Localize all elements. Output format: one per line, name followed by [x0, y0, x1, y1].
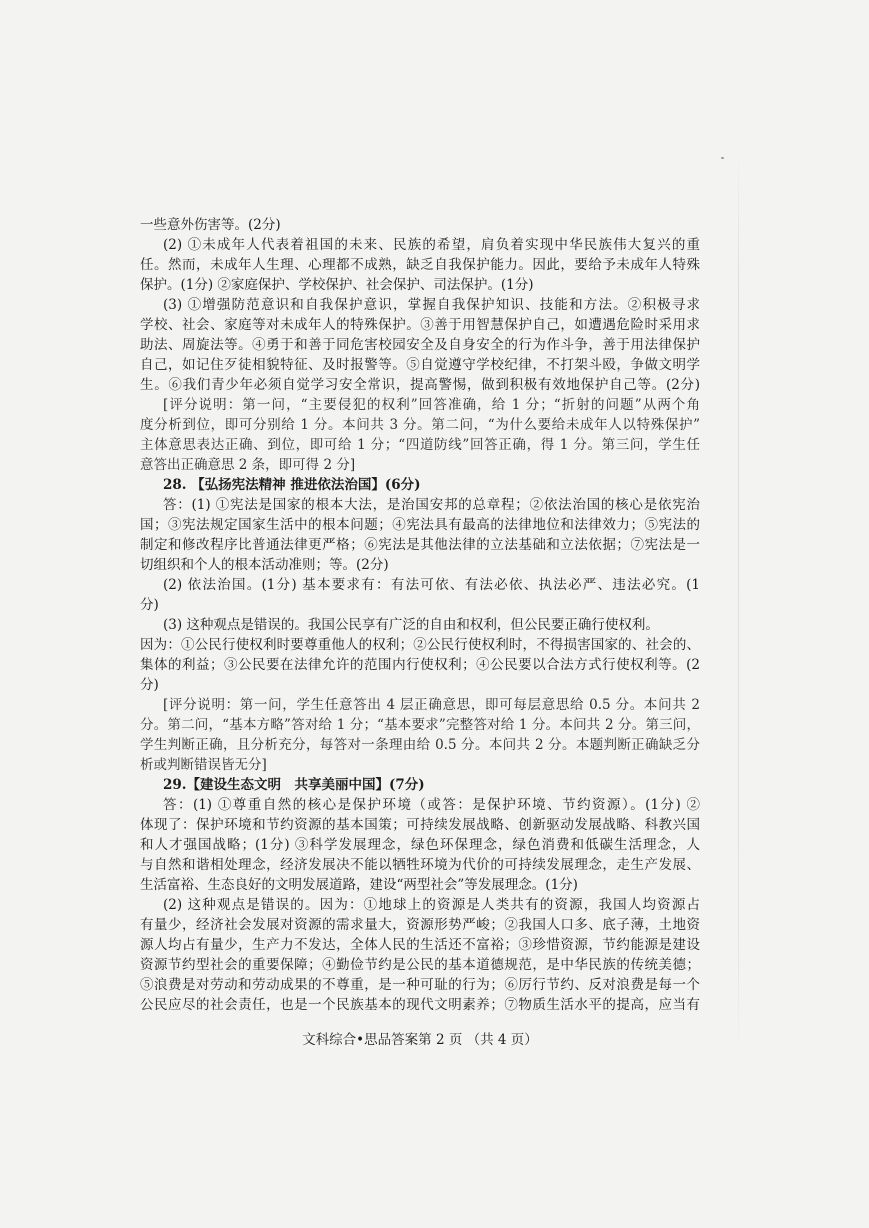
- q28-scoring-note-line: 分。第二问，“基本方略”答对给 1 分；“基本要求”完整答对给 1 分。本问共 2 分。第三问，: [140, 717, 700, 733]
- q29-part2-line: ⑤浪费是对劳动和劳动成果的不尊重，是一种可耻的行为；⑥厉行节约、反对浪费是每一个: [140, 977, 700, 993]
- q28-part3-line: 集体的利益；③公民要在法律允许的范围内行使权利；④公民要以合法方式行使权利等。(2: [140, 657, 700, 673]
- q29-part2-line: 有量少，经济社会发展对资源的需求量大，资源形势严峻；②我国人口多、底子薄，土地资: [140, 917, 700, 933]
- q28-part2-line: (2) 依法治国。(1分) 基本要求有：有法可依、有法必依、执法必严、违法必究。(1: [163, 577, 700, 593]
- q27-part3-line: 生。⑥我们青少年必须自觉学习安全常识，提高警惕，做到积极有效地保护自己等。(2分): [140, 377, 700, 393]
- q29-part2-line: 资源节约型社会的重要保障；④勤俭节约是公民的基本道德规范，是中华民族的传统美德；: [140, 957, 700, 973]
- q29-part1-line: 和人才强国战略；(1分) ③科学发展理念，绿色环保理念，绿色消费和低碳生活理念，人: [140, 837, 700, 853]
- q28-part3-line: 因为：①公民行使权利时要尊重他人的权利；②公民行使权利时，不得损害国家的、社会的、: [140, 637, 700, 653]
- q28-part1-line: 答：(1) ①宪法是国家的根本大法，是治国安邦的总章程；②依法治国的核心是依宪治: [163, 497, 700, 513]
- q28-part3-line: 分): [140, 677, 159, 693]
- q27-scoring-note-line: 意答出正确意思 2 条，即可得 2 分]: [140, 457, 356, 473]
- q29-part2-line: 源人均占有量少，生产力不发达，全体人民的生活还不富裕；③珍惜资源，节约能源是建设: [140, 937, 700, 953]
- q28-part3-line: (3) 这种观点是错误的。我国公民享有广泛的自由和权利，但公民要正确行使权利。: [163, 617, 659, 633]
- q28-part2-line: 分): [140, 597, 159, 613]
- q27-part3-line: 自己，如记住歹徒相貌特征、及时报警等。⑤自觉遵守学校纪律，不打架斗殴，争做文明学: [140, 357, 700, 373]
- q28-scoring-note-line: 学生判断正确，且分析充分，每答对一条理由给 0.5 分。本问共 2 分。本题判断正确缺乏分: [140, 737, 700, 753]
- q28-part1-line: 国；③宪法规定国家生活中的根本问题；④宪法具有最高的法律地位和法律效力；⑤宪法的: [140, 517, 700, 533]
- q27-tail-line: 一些意外伤害等。(2分): [140, 217, 281, 233]
- scan-edge-line: [738, 150, 739, 1060]
- q27-part3-line: (3) ①增强防范意识和自我保护意识，掌握自我保护知识、技能和方法。②积极寻求: [163, 297, 700, 313]
- q27-part2-line: (2) ①未成年人代表着祖国的未来、民族的希望，肩负着实现中华民族伟大复兴的重: [163, 237, 700, 253]
- q27-part2-line: 任。然而，未成年人生理、心理都不成熟，缺乏自我保护能力。因此，要给予未成年人特殊: [140, 257, 700, 273]
- q27-scoring-note-line: [评分说明：第一问，“主要侵犯的权利”回答准确，给 1 分；“折射的问题”从两个角: [163, 397, 700, 413]
- q28-part1-line: 切组织和个人的根本活动准则；等。(2分): [140, 557, 389, 573]
- page-footer: 文科综合•思品答案第 2 页 （共 4 页）: [302, 1032, 538, 1048]
- q27-part3-line: 助法、周旋法等。④勇于和善于同危害校园安全及自身安全的行为作斗争，善于用法律保护: [140, 337, 700, 353]
- q29-part2-line: 公民应尽的社会责任，也是一个民族基本的现代文明素养；⑦物质生活水平的提高，应当有: [140, 997, 700, 1013]
- q29-part1-line: 答：(1) ①尊重自然的核心是保护环境（或答：是保护环境、节约资源）。(1分) ②: [163, 797, 700, 813]
- scan-speck: [721, 157, 724, 159]
- q29-heading: 29.【建设生态文明 共享美丽中国】(7分): [163, 777, 425, 793]
- q27-part3-line: 学校、社会、家庭等对未成年人的特殊保护。③善于用智慧保护自己，如遭遇危险时采用求: [140, 317, 700, 333]
- q28-part1-line: 制定和修改程序比普通法律更严格；⑥宪法是其他法律的立法基础和立法依据；⑦宪法是一: [140, 537, 700, 553]
- q27-part2-line: 保护。(1分) ②家庭保护、学校保护、社会保护、司法保护。(1分): [140, 277, 534, 293]
- q28-scoring-note-line: [评分说明：第一问，学生任意答出 4 层正确意思，即可每层意思给 0.5 分。本问共 2: [163, 697, 700, 713]
- q28-heading: 28. 【弘扬宪法精神 推进依法治国】(6分): [163, 477, 421, 493]
- q27-scoring-note-line: 度分析到位，即可分别给 1 分。本问共 3 分。第二问，“为什么要给未成年人以特殊保护”: [140, 417, 700, 433]
- q29-part1-line: 生活富裕、生态良好的文明发展道路，建设“两型社会”等发展理念。(1分): [140, 877, 578, 893]
- q28-scoring-note-line: 析或判断错误皆无分]: [140, 757, 267, 773]
- q29-part1-line: 与自然和谐相处理念，经济发展决不能以牺牲环境为代价的可持续发展理念，走生产发展、: [140, 857, 700, 873]
- q29-part1-line: 体现了：保护环境和节约资源的基本国策；可持续发展战略、创新驱动发展战略、科教兴国: [140, 817, 700, 833]
- answer-text-block: [140, 215, 700, 1015]
- q29-part2-line: (2) 这种观点是错误的。因为：①地球上的资源是人类共有的资源，我国人均资源占: [163, 897, 700, 913]
- q27-scoring-note-line: 主体意思表达正确、到位，即可给 1 分；“四道防线”回答正确，得 1 分。第三问，学生任: [140, 437, 700, 453]
